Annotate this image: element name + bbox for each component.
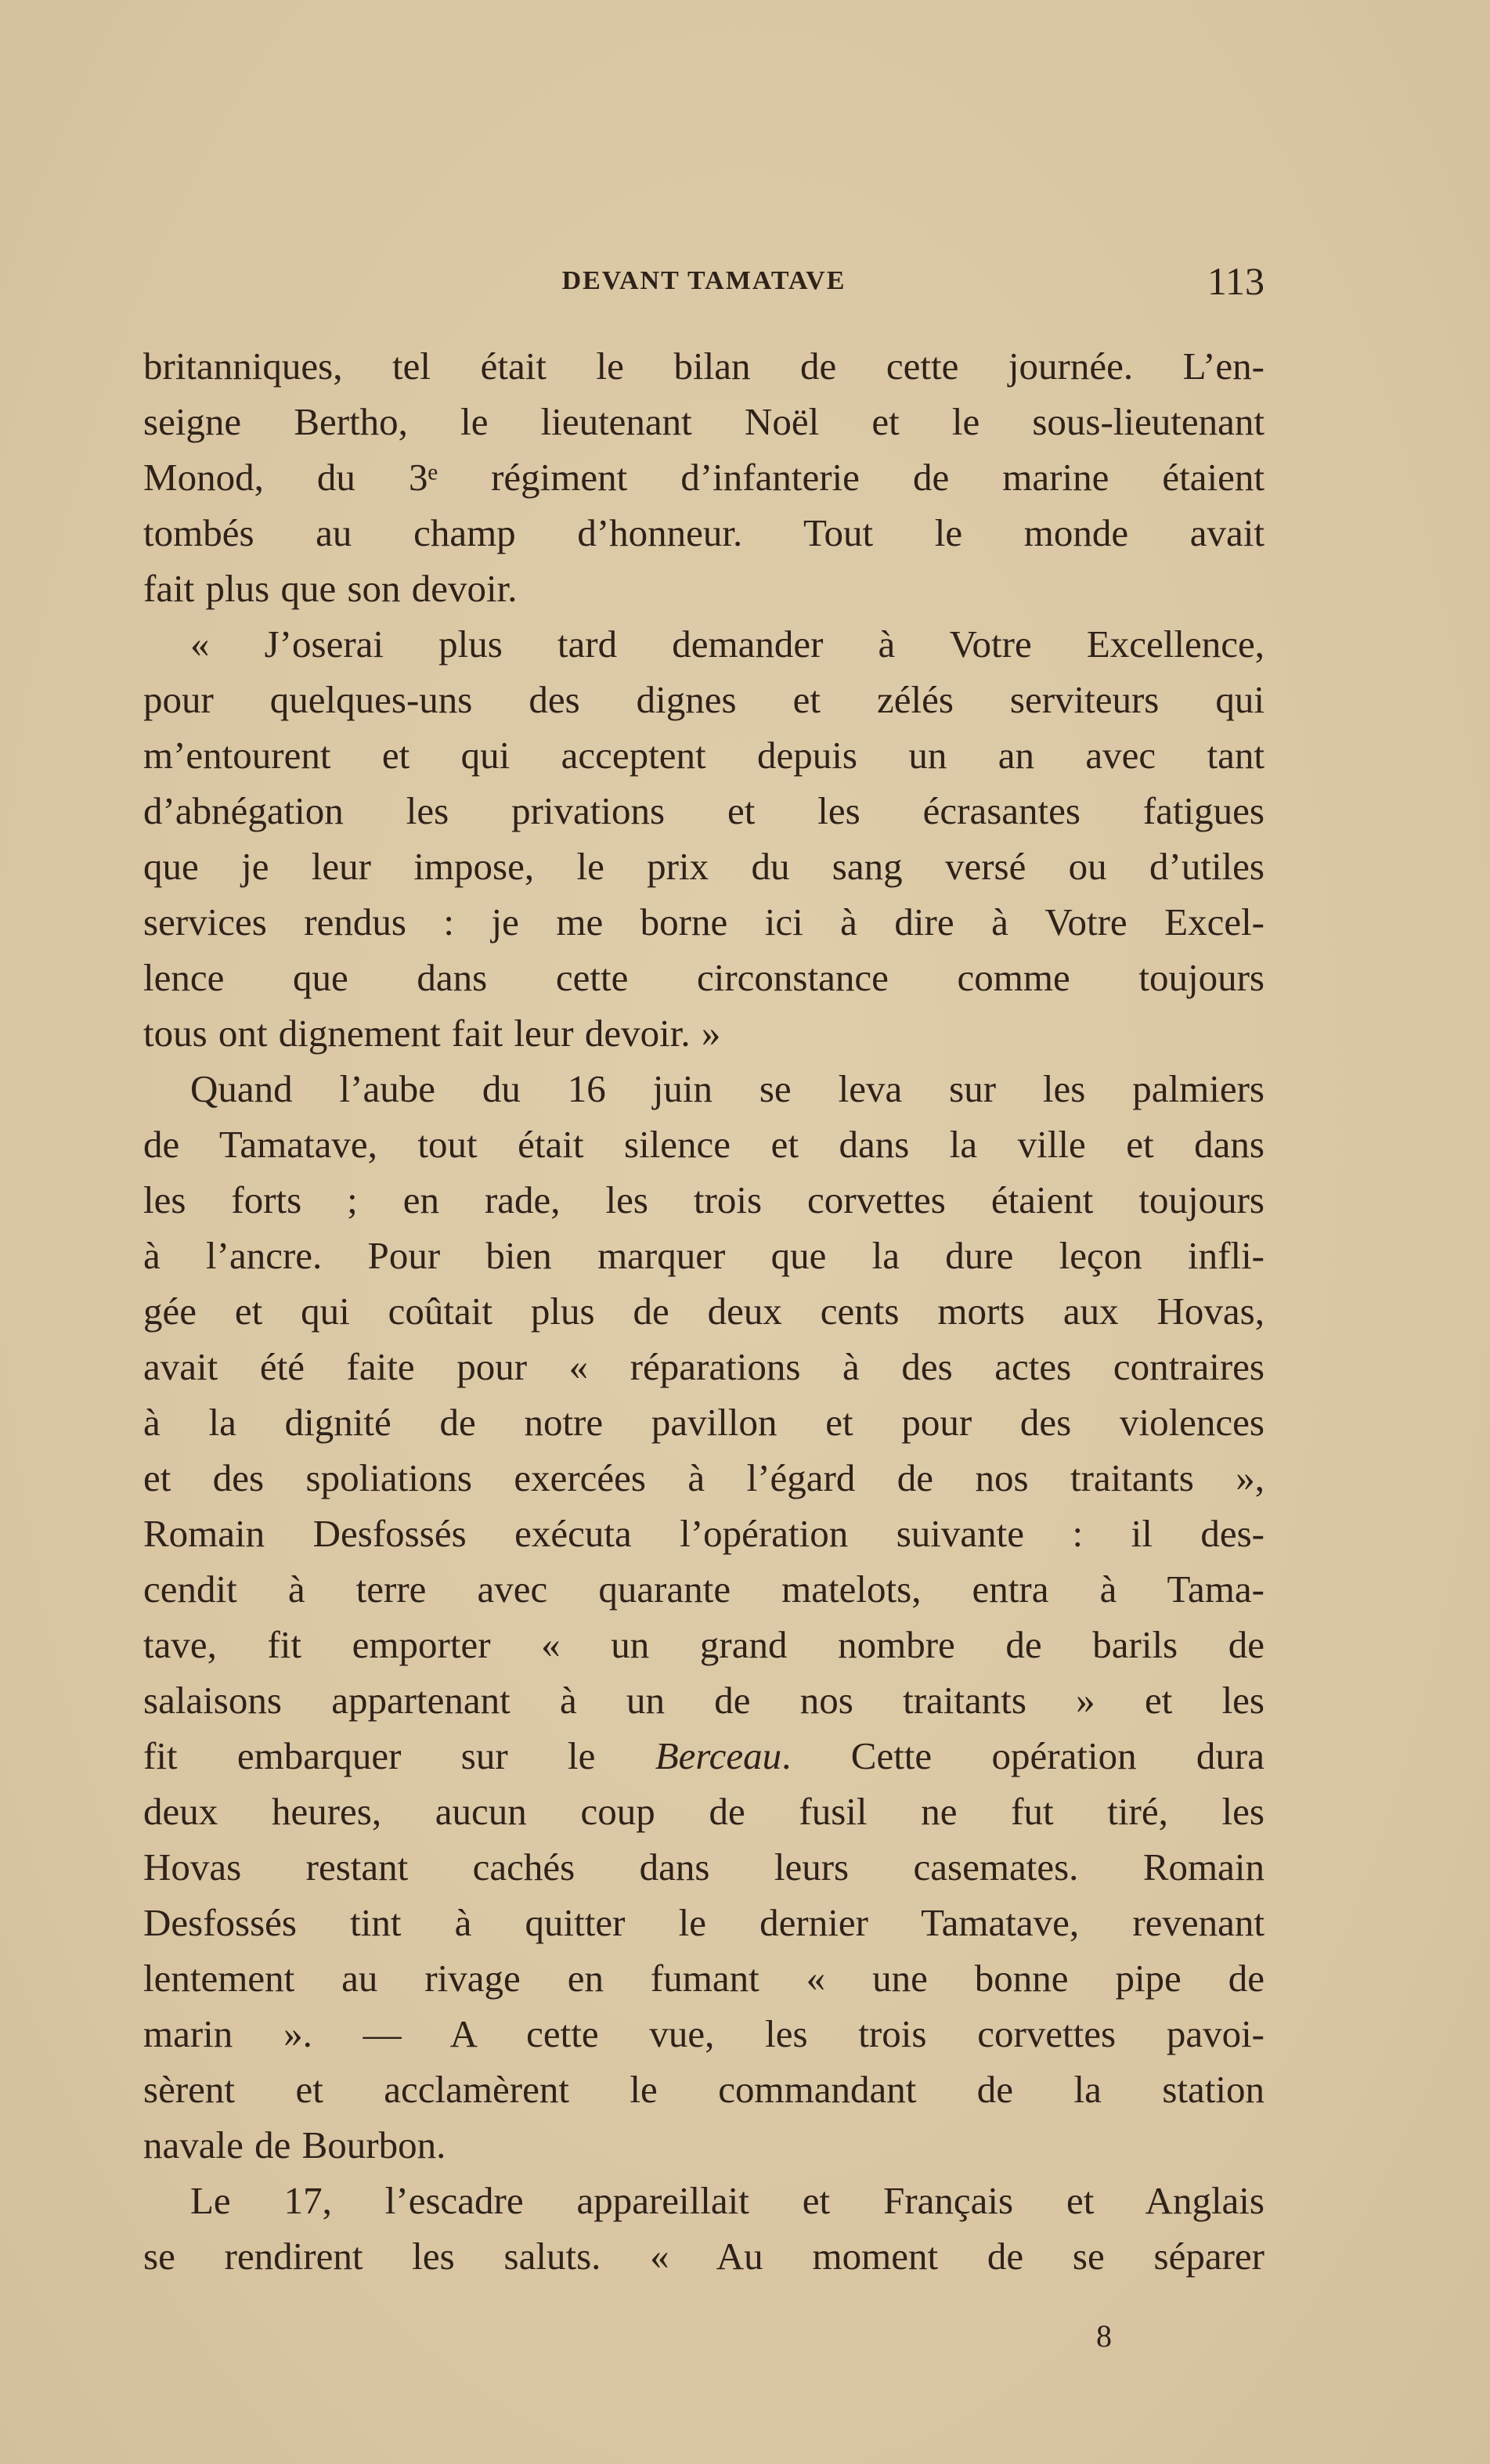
text-line: à la dignité de notre pavillon et pour des violences [143, 1401, 1265, 1444]
text-line: « J’oserai plus tard demander à Votre Excellence, [190, 622, 1265, 666]
text-segment: fit embarquer sur le [143, 1734, 655, 1777]
text-line: avait été faite pour « réparations à des actes contraires [143, 1345, 1265, 1388]
text-line: pour quelques-uns des dignes et zélés serviteurs qui [143, 678, 1265, 721]
text-line: tous ont dignement fait leur devoir. » [143, 1012, 721, 1055]
text-line: fait plus que son devoir. [143, 567, 518, 610]
text-line: deux heures, aucun coup de fusil ne fut tiré, les [143, 1790, 1265, 1833]
signature-mark: 8 [1096, 2318, 1112, 2354]
text-line: Monod, du 3ᵉ régiment d’infanterie de marine étaient [143, 456, 1265, 499]
text-line: sèrent et acclamèrent le commandant de la station [143, 2068, 1265, 2111]
page-header [143, 258, 1265, 305]
text-line: à l’ancre. Pour bien marquer que la dure leçon infli- [143, 1234, 1265, 1277]
text-line: les forts ; en rade, les trois corvettes étaient toujours [143, 1178, 1265, 1221]
text-line: Hovas restant cachés dans leurs casemates. Romain [143, 1845, 1265, 1889]
text-line: Quand l’aube du 16 juin se leva sur les palmiers [190, 1067, 1265, 1110]
page-number: 113 [1207, 259, 1265, 303]
text-line: tave, fit emporter « un grand nombre de barils de [143, 1623, 1265, 1666]
text-segment: . Cette opération dura [781, 1734, 1265, 1777]
text-line: que je leur impose, le prix du sang versé ou d’utiles [143, 845, 1265, 888]
text-line [143, 1728, 1265, 1784]
text-line: m’entourent et qui acceptent depuis un an avec tant [143, 734, 1265, 777]
text-line: d’abnégation les privations et les écrasantes fatigues [143, 789, 1265, 832]
text-line: marin ». — A cette vue, les trois corvettes pavoi- [143, 2012, 1265, 2055]
text-line: cendit à terre avec quarante matelots, entra à Tama- [143, 1568, 1265, 1611]
text-line: seigne Bertho, le lieutenant Noël et le sous-lieutenant [143, 400, 1265, 443]
body-text [143, 338, 1265, 2284]
running-title: DEVANT TAMATAVE [561, 266, 846, 295]
text-line: lence que dans cette circonstance comme toujours [143, 956, 1265, 999]
text-line: se rendirent les saluts. « Au moment de se séparer [143, 2235, 1265, 2278]
text-line: services rendus : je me borne ici à dire à Votre Excel- [143, 900, 1265, 943]
text-line: tombés au champ d’honneur. Tout le monde avait [143, 511, 1265, 554]
text-line: de Tamatave, tout était silence et dans la ville et dans [143, 1123, 1265, 1166]
text-line: navale de Bourbon. [143, 2123, 446, 2166]
text-line: lentement au rivage en fumant « une bonne pipe de [143, 1957, 1265, 2000]
text-line: salaisons appartenant à un de nos traitants » et les [143, 1679, 1265, 1722]
text-line: gée et qui coûtait plus de deux cents morts aux Hovas, [143, 1290, 1265, 1333]
text-line: et des spoliations exercées à l’égard de nos traitants », [143, 1456, 1265, 1499]
italic-ship-name: Berceau [655, 1734, 782, 1777]
text-line: Le 17, l’escadre appareillait et Français et Anglais [190, 2179, 1265, 2222]
text-line: Romain Desfossés exécuta l’opération suivante : il des- [143, 1512, 1265, 1555]
text-line: britanniques, tel était le bilan de cette journée. L’en- [143, 345, 1265, 388]
text-line: Desfossés tint à quitter le dernier Tamatave, revenant [143, 1901, 1265, 1944]
